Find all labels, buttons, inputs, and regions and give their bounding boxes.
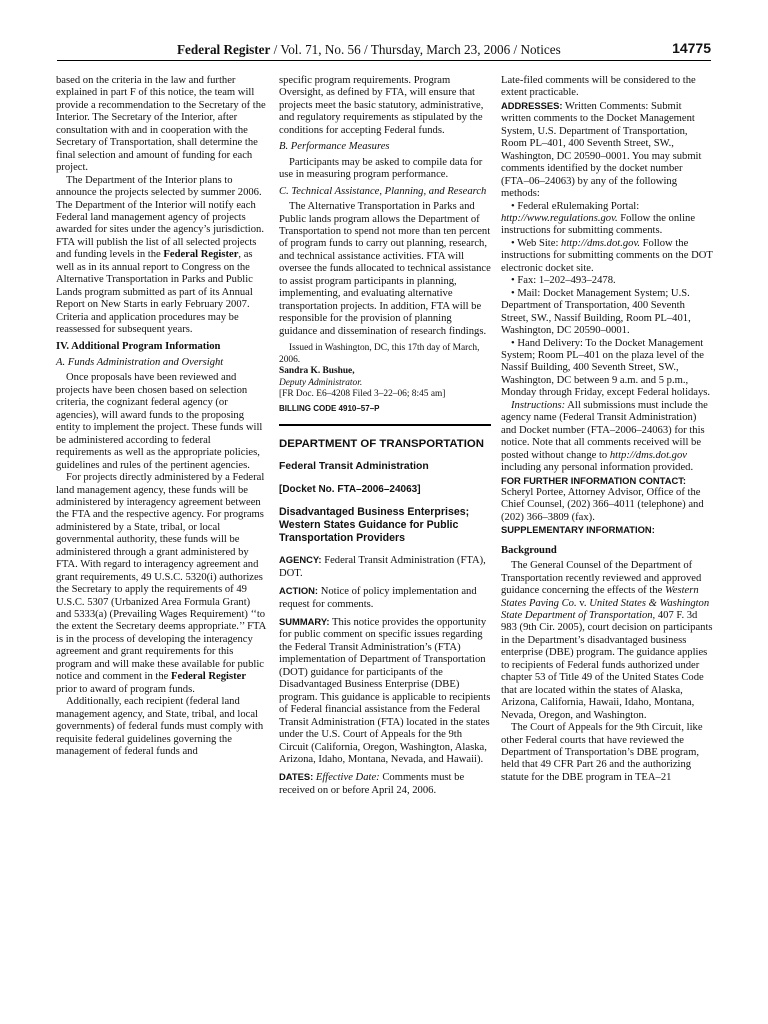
journal-name: Federal Register xyxy=(177,42,271,57)
paragraph: The Court of Appeals for the 9th Circuit, like other Federal courts that have reviewed the Department of Transportation’s DBE program, held that 49 CFR Part 26 and the authorizing statute for the DBE program in TEA–21 xyxy=(501,722,703,783)
summary-field xyxy=(279,616,491,766)
field-text: This notice provides the opportunity for public comment on specific issues regarding the Federal Transit Administration’s (FTA) implementation of Department of Transportation (DOT) guidance for participants of the Disadvantaged Business Enterprise (DBE) program. This guidance is applicable to recipients of Federal financial assistance from the Federal Transit Administration (FTA) located in the states under the U.S. Court of Appeals for the 9th Circuit (California, Oregon, Washington, Alaska, Arizona, Idaho, Montana, Nevada, and Hawaii). xyxy=(279,616,491,765)
column-3 xyxy=(501,75,713,784)
text-run: The Department of the Interior plans to announce the projects selected by summer 2006. The Department of the Interior will notify each Federal land management agency of projects awarded for sites under the agency’s jurisdiction. FTA will publish the list of all selected projects and funding levels in the xyxy=(56,174,264,261)
signer-title: Deputy Administrator. xyxy=(279,377,363,388)
column-1 xyxy=(56,75,268,758)
paragraph: Once proposals have been reviewed and projects have been chosen based on selection criteria, the cognizant federal agency (or agencies), will award funds to the proposing entity to implement the project. These funds will be administered according to federal requirements as well as the appropriate policies, guidelines and rules of the pertinent agencies. xyxy=(56,372,263,471)
subsection-heading: C. Technical Assistance, Planning, and Research xyxy=(279,185,487,197)
instructions-paragraph xyxy=(501,400,713,475)
field-label: ACTION: xyxy=(279,585,319,597)
field-label: AGENCY: xyxy=(279,554,322,566)
text-run: including any personal information provided. xyxy=(501,462,694,474)
paragraph: based on the criteria in the law and further explained in part F of this notice, the team will provide a recommendation to the Secretary of the Interior. The Secretary of the Interior, after consultation with and in cooperation with the Secretary of Transportation, shall determine the final selection and amount of funding for each project. xyxy=(56,75,266,174)
text-run: v. xyxy=(576,597,590,609)
link-text: http://www.regulations.gov. xyxy=(501,212,618,224)
text-run: • Federal eRulemaking Portal: xyxy=(511,200,640,212)
text-run: • Web Site: xyxy=(511,237,562,249)
text-run: Federal Register xyxy=(163,249,239,261)
field-label: SUMMARY: xyxy=(279,615,330,627)
running-head xyxy=(177,42,561,58)
text-run: Instructions: xyxy=(511,399,566,411)
text-run: The General Counsel of the Department of Transportation recently reviewed and approved guidance concerning the effects of the xyxy=(501,560,702,597)
text-run: All submissions must include the agency name (Federal Transit Administration) and Docket number (FTA–2006–24063) for this notice. Note that all comments received will be posted without change to xyxy=(501,399,708,461)
text-run: Follow the online instructions for submitting comments. xyxy=(501,212,696,237)
link-text: http://dms.dot.gov xyxy=(609,449,687,461)
list-item: • Hand Delivery: To the Docket Management System; Room PL–401 on the plaza level of the Nassif Building, 400 Seventh Street, SW., Washington, DC between 9 a.m. and 5 p.m., Monday through Friday, except Federal holidays. xyxy=(501,337,711,399)
docket-number: [Docket No. FTA–2006–24063] xyxy=(279,483,421,495)
section-heading: IV. Additional Program Information xyxy=(56,340,221,352)
subsection-heading: A. Funds Administration and Oversight xyxy=(56,356,224,368)
signer-name: Sandra K. Bushue, xyxy=(279,366,355,377)
page-header xyxy=(57,40,711,61)
contact-text: Scheryl Portee, Attorney Advisor, Office of the Chief Counsel, (202) 366–4011 (telephone) and (202) 366–3809 (fax). xyxy=(501,486,704,523)
paragraph: Additionally, each recipient (federal land management agency, and State, tribal, and local governments) of federal funds must comply with requisite federal guidelines governing the management of federal funds and xyxy=(56,696,264,758)
paragraph: The Alternative Transportation in Parks and Public lands program allows the Department of Transportation to spend not more than ten percent of program funds to carry out planning, research, and technical assistance activities. FTA will oversee the funds allocated to technical assistance to assist program participants in planning, implementing, and evaluating alternative transportation projects. In addition, FTA will be responsible for the provision of planning guidance and dissemination of research findings. xyxy=(279,201,491,337)
list-item: • Mail: Docket Management System; U.S. Department of Transportation, 400 Seventh Street, SW., Nassif Building, Room PL–401, Washington, DC 20590–0001. xyxy=(501,287,691,337)
text-run: , as well as in its annual report to Congress on the Alternative Transportation in Parks and Public Lands program submitted as part of its Annual Report on New Starts in early February 2007. Criteria and application procedures may be reassessed for subsequent years. xyxy=(56,249,253,336)
list-item: • Fax: 1–202–493–2478. xyxy=(511,275,616,287)
text-run: Western States Paving Co. xyxy=(501,585,699,609)
paragraph xyxy=(56,175,268,337)
dates-field xyxy=(279,771,491,797)
notice-title: Disadvantaged Business Enterprises; Western States Guidance for Public Transportation Providers xyxy=(279,506,470,544)
field-label: SUPPLEMENTARY INFORMATION: xyxy=(501,524,655,536)
billing-code: BILLING CODE 4910–57–P xyxy=(279,403,380,413)
text-run: 407 F. 3d 983 (9th Cir. 2005), court decision on participants in the Department’s disadvantaged business enterprise (DBE) program. The guidance applies to recipients of Federal funds authorized under chapter 53 of Title 49 of the United States Code that are located within the states of Alaska, Arizona, California, Hawaii, Idaho, Montana, Nevada, Oregon, and Washington. xyxy=(501,610,713,721)
agency-heading: Federal Transit Administration xyxy=(279,461,429,473)
action-field xyxy=(279,585,491,611)
text-run: prior to award of program funds. xyxy=(56,683,195,695)
field-label: FOR FURTHER INFORMATION CONTACT: xyxy=(501,474,687,486)
text-run: Federal Register xyxy=(171,671,247,683)
paragraph: specific program requirements. Program Oversight, as defined by FTA, will ensure that projects meet the basic statutory, administrative, and regulatory requirements as stipulated by the conditions for accepting Federal funds. xyxy=(279,75,484,136)
section-heading: Background xyxy=(501,544,557,556)
link-text: http://dms.dot.gov. xyxy=(561,237,641,249)
list-item xyxy=(501,238,713,275)
department-heading: DEPARTMENT OF TRANSPORTATION xyxy=(279,424,491,450)
text-run: Follow the instructions for submitting comments on the DOT electronic docket site. xyxy=(501,237,713,274)
page-number: 14775 xyxy=(672,40,711,56)
field-label: ADDRESSES: xyxy=(501,99,563,111)
issued-line: Issued in Washington, DC, this 17th day of March, 2006. xyxy=(279,343,480,365)
text-run: For projects directly administered by a Federal land management agency, these funds will be administered by interagency agreement between the FTA and the respective agency. For programs administered by a State, tribal, or local governmental authority, these funds will be administered through a grant administered by FTA. With regard to interagency agreement and grant requirements, 49 U.S.C. 5320(i) authorizes the Secretary to apply the requirements of 49 U.S.C. 5307 (Urbanized Area Formula Grant) and 5333(a) (Prevailing Wages Requirement) ‘‘to the extent the Secretary deems appropriate.’’ FTA is in the process of developing the interagency agreement and grant requirements for this program and will make these available for public notice and comment in the xyxy=(56,472,266,683)
paragraph xyxy=(56,472,268,696)
paragraph: Participants may be asked to compile data for use in measuring program performance. xyxy=(279,156,483,181)
field-text: Federal Transit Administration (FTA), DOT. xyxy=(279,555,486,579)
field-text: Notice of policy implementation and request for comments. xyxy=(279,586,477,610)
subsection-heading: B. Performance Measures xyxy=(279,141,390,153)
field-text: Written Comments: Submit written comments to the Docket Management System, U.S. Department of Transportation, Room PL–401, 400 Seventh Street, SW., Washington, DC 20590–0001. You may submit comments identified by the docket number (FTA–06–24063) by any of the following methods: xyxy=(501,100,702,200)
paragraph xyxy=(501,560,713,722)
paragraph: Late-filed comments will be considered to the extent practicable. xyxy=(501,75,696,99)
fr-doc-line: [FR Doc. E6–4208 Filed 3–22–06; 8:45 am] xyxy=(279,389,446,400)
field-text: Effective Date: xyxy=(313,772,380,784)
text-run: United States & Washington State Department of Transportation, xyxy=(501,597,710,622)
field-label: DATES: xyxy=(279,771,314,783)
agency-field xyxy=(279,554,491,580)
field-text: Comments must be received on or before April 24, 2006. xyxy=(279,772,465,796)
column-2 xyxy=(279,75,491,797)
list-item xyxy=(501,201,713,238)
addresses-field xyxy=(501,100,713,201)
issue-citation: / Vol. 71, No. 56 / Thursday, March 23, 2006 / Notices xyxy=(270,42,561,57)
